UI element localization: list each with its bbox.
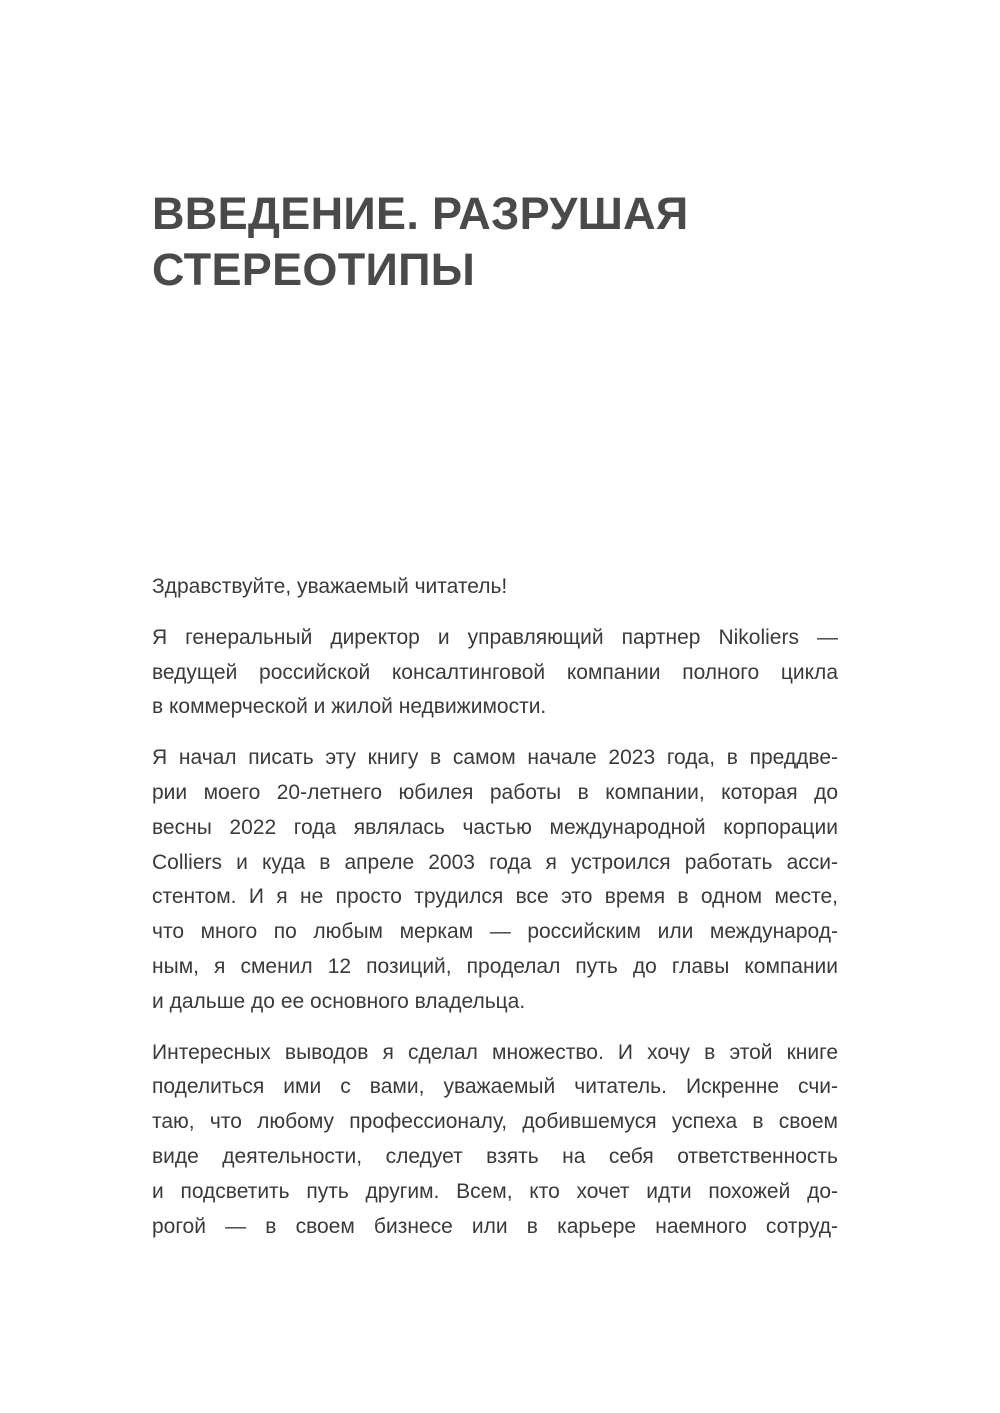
text-line: и дальше до ее основного владельца.: [152, 989, 526, 1013]
text-line: Интересных выводов я сделал множество. И хочу в этой книге: [152, 1040, 838, 1064]
chapter-title-line-2: СТЕРЕОТИПЫ: [152, 244, 476, 295]
chapter-title-line-1: ВВЕДЕНИЕ. РАЗРУШАЯ: [152, 188, 689, 239]
text-line: стентом. И я не просто трудился все это время в одном месте,: [152, 885, 838, 909]
text-line: поделиться ими с вами, уважаемый читатель. Искренне счи-: [152, 1075, 838, 1099]
text-line: рии моего 20-летнего юбилея работы в компании, которая до: [152, 780, 838, 804]
text-line: ным, я сменил 12 позиций, проделал путь до главы компании: [152, 954, 838, 978]
chapter-title: [152, 186, 852, 298]
body-text: [152, 570, 838, 1260]
text-line: Здравствуйте, уважаемый читатель!: [152, 575, 508, 598]
paragraph-history: [152, 741, 838, 1019]
paragraph-purpose: [152, 1036, 838, 1245]
text-line: виде деятельности, следует взять на себя ответственность: [152, 1144, 838, 1168]
text-line: и подсветить путь другим. Всем, кто хочет идти похожей до-: [152, 1179, 838, 1203]
text-line: в коммерческой и жилой недвижимости.: [152, 695, 547, 719]
paragraph-intro: [152, 621, 838, 725]
paragraph-greeting: [152, 570, 838, 605]
text-line: Colliers и куда в апреле 2003 года я устроился работать асси-: [152, 850, 838, 874]
text-line: что много по любым меркам — российским или международ-: [152, 920, 838, 944]
text-line: Я начал писать эту книгу в самом начале 2023 года, в преддве-: [152, 746, 838, 770]
text-line: рогой — в своем бизнесе или в карьере наемного сотруд-: [152, 1214, 838, 1238]
text-line: весны 2022 года являлась частью международной корпорации: [152, 815, 838, 839]
text-line: таю, что любому профессионалу, добившемуся успеха в своем: [152, 1110, 838, 1134]
text-line: ведущей российской консалтинговой компании полного цикла: [152, 660, 838, 684]
text-line: Я генеральный директор и управляющий партнер Nikoliers —: [152, 625, 838, 649]
